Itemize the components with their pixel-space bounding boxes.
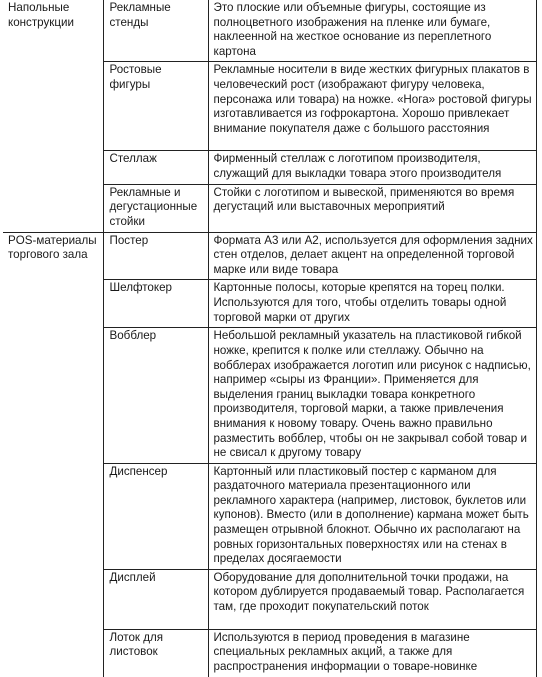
table-row <box>3 0 537 62</box>
type-label: Стеллаж <box>109 152 157 166</box>
description-text: Формата А3 или А2, используется для оформления задних стен отделов, делает акцент на определенной торговой марке или виде товара <box>213 233 533 276</box>
type-label: Ростовые фигуры <box>109 63 162 91</box>
type-cell <box>103 184 208 232</box>
description-text: Стойки с логотипом и вывеской, применяются во время дегустаций или выставочных мероприятий <box>213 185 515 214</box>
description-cell <box>208 0 537 62</box>
description-text: Небольшой рекламный указатель на пластиковой гибкой ножке, крепится к полке или стеллажу. Обычно на вобблерах изображается логотип или рисунок с надписью, например «сыры из Франции». Применяется для выделения границ выкладки товара конкретного производителя, торговой марки, а также привлечения внимания к новому товару. Очень важно правильно разместить вобблер, чтобы он не закрывал собой товар и не свисал к другому товару <box>213 329 531 460</box>
group-cell <box>3 232 103 677</box>
group-cell <box>3 0 103 232</box>
type-cell <box>103 463 208 569</box>
description-cell <box>208 184 537 232</box>
type-cell <box>103 62 208 151</box>
type-label: Постер <box>109 233 149 247</box>
type-cell <box>103 151 208 184</box>
description-cell <box>208 569 537 629</box>
type-label: Рекламные и дегустационные стойки <box>109 185 198 228</box>
description-text: Оборудование для дополнительной точки продажи, на котором дублируется продаваемый товар. Располагается там, где проходит покупательский поток <box>213 570 525 614</box>
type-label: Вобблер <box>109 329 157 343</box>
table-row <box>3 232 537 280</box>
description-cell <box>208 328 537 463</box>
group-label: POS-материалы торгового зала <box>8 233 97 262</box>
description-cell <box>208 232 537 280</box>
type-cell <box>103 328 208 463</box>
description-text: Фирменный стеллаж с логотипом производителя, служащий для выкладки товара этого производителя <box>213 152 502 180</box>
type-label: Диспенсер <box>109 464 168 478</box>
type-label: Шелфтокер <box>109 281 172 295</box>
type-cell <box>103 0 208 62</box>
type-cell <box>103 280 208 328</box>
description-cell <box>208 280 537 328</box>
description-text: Рекламные носители в виде жестких фигурных плакатов в человеческий рост (изображают фигуру человека, персонажа или товара) на ножке. «Нога» ростовой фигуры изготавливается из гофрокартона. Хорошо привлекает внимание покупателя даже с большого расстояния <box>213 63 532 135</box>
type-label: Дисплей <box>109 570 156 584</box>
description-text: Используются в период проведения в магазине специальных рекламных акций, а также для распространения информации о товаре-новинке <box>213 630 478 674</box>
type-label: Рекламные стенды <box>109 1 171 29</box>
description-text: Картонный или пластиковый постер с карманом для раздаточного материала презентационного или рекламного характера (например, листовок, буклетов или купонов). Вместо (или в дополнение) кармана может быть размещен отрывной блокнот. Обычно их располагают на ровных горизонтальных поверхностях или на стенах в пределах досягаемости <box>213 464 529 566</box>
pos-materials-table <box>3 0 537 677</box>
group-label: Напольные конструкции <box>8 1 74 29</box>
description-cell <box>208 463 537 569</box>
type-cell <box>103 232 208 280</box>
type-label: Лоток для листовок <box>109 630 164 659</box>
description-text: Это плоские или объемные фигуры, состоящие из полноцветного изображения на пленке или бумаге, наклеенной на жесткое основание из переплетного картона <box>213 1 492 58</box>
type-cell <box>103 569 208 629</box>
description-cell <box>208 62 537 151</box>
description-cell <box>208 151 537 184</box>
description-text: Картонные полосы, которые крепятся на торец полки. Используются для того, чтобы отделить товары одной торговой марки от других <box>213 281 507 324</box>
